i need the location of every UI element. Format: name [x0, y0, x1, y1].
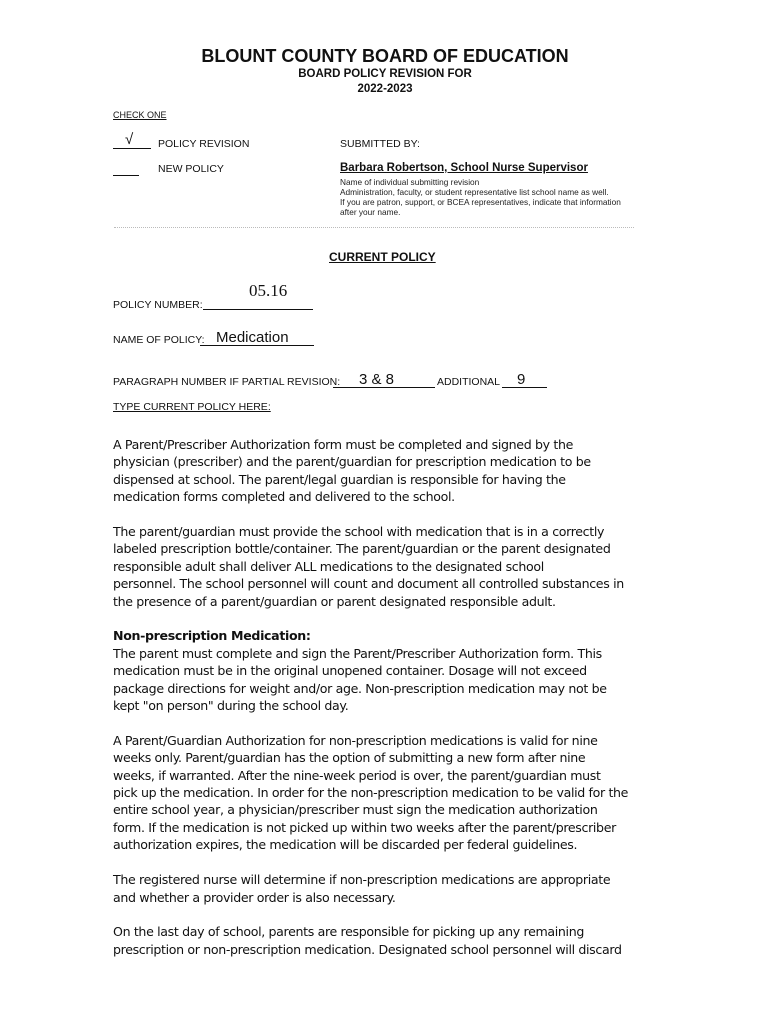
policy-paragraph	[113, 923, 663, 958]
policy-paragraph	[113, 523, 663, 610]
new-policy-label: NEW POLICY	[158, 163, 224, 175]
new-policy-checkbox[interactable]	[113, 162, 139, 176]
additional-field[interactable]	[502, 371, 547, 388]
policy-number-value[interactable]: 05.16	[249, 281, 288, 300]
text-line: the presence of a parent/guardian or parent designated responsible adult.	[113, 593, 556, 609]
text-line: form. If the medication is not picked up within two weeks after the parent/prescriber	[113, 819, 616, 835]
paragraph-number-label: PARAGRAPH NUMBER IF PARTIAL REVISION:	[113, 376, 341, 388]
policy-name-value: Medication	[216, 329, 289, 346]
text-line: entire school year, a physician/prescriber must sign the medication authorization	[113, 802, 598, 818]
section-heading: Non-prescription Medication:	[113, 628, 311, 644]
text-line: medication must be in the original unopened container. Dosage will not exceed	[113, 663, 587, 679]
text-line: package directions for weight and/or age. Non-prescription medication may not be	[113, 680, 607, 696]
instruction-line: If you are patron, support, or BCEA representatives, indicate that information	[340, 197, 621, 207]
submitter-name: Barbara Robertson, School Nurse Supervisor	[340, 162, 588, 174]
text-line: kept "on person" during the school day.	[113, 698, 349, 714]
instruction-line: Administration, faculty, or student representative list school name as well.	[340, 187, 609, 197]
document-subtitle: BOARD POLICY REVISION FOR	[298, 68, 472, 80]
text-line: physician (prescriber) and the parent/guardian for prescription medication to be	[113, 454, 591, 470]
paragraph-number-value: 3 & 8	[359, 371, 395, 388]
additional-value: 9	[517, 371, 526, 388]
text-line: personnel. The school personnel will count and document all controlled substances in	[113, 576, 624, 592]
policy-paragraph	[113, 436, 663, 506]
policy-revision-label: POLICY REVISION	[158, 138, 250, 150]
submitted-by-label: SUBMITTED BY:	[340, 138, 420, 150]
policy-name-label: NAME OF POLICY:	[113, 334, 205, 346]
section-divider	[114, 227, 634, 228]
current-policy-heading: CURRENT POLICY	[329, 250, 436, 264]
text-line: On the last day of school, parents are responsible for picking up any remaining	[113, 924, 584, 940]
text-line: The parent/guardian must provide the school with medication that is in a correctly	[113, 524, 605, 540]
text-line: prescription or non-prescription medication. Designated school personnel will discard	[113, 941, 622, 957]
policy-paragraph	[113, 871, 663, 906]
text-line: A Parent/Prescriber Authorization form must be completed and signed by the	[113, 437, 574, 452]
text-line: authorization expires, the medication will be discarded per federal guidelines.	[113, 837, 578, 853]
type-current-policy-label: TYPE CURRENT POLICY HERE:	[113, 401, 271, 413]
additional-label: ADDITIONAL	[437, 376, 501, 388]
text-line: weeks, if warranted. After the nine-week period is over, the parent/guardian must	[113, 767, 601, 783]
check-one-label: CHECK ONE	[113, 110, 167, 120]
policy-revision-checkbox[interactable]	[113, 131, 151, 149]
text-line: A Parent/Guardian Authorization for non-prescription medications is valid for nine	[113, 732, 598, 748]
policy-paragraph	[113, 732, 663, 854]
policy-name-field[interactable]	[200, 329, 314, 346]
text-line: The parent must complete and sign the Parent/Prescriber Authorization form. This	[113, 645, 602, 661]
check-mark-icon: √	[125, 131, 134, 148]
policy-number-label: POLICY NUMBER:	[113, 299, 203, 311]
submitter-instructions	[340, 177, 621, 217]
text-line: weeks only. Parent/guardian has the option of submitting a new form after nine	[113, 750, 586, 766]
policy-number-line	[203, 309, 313, 310]
policy-body	[113, 436, 663, 976]
paragraph-number-field[interactable]	[333, 371, 435, 388]
document-title: BLOUNT COUNTY BOARD OF EDUCATION	[201, 46, 569, 66]
text-line: medication forms completed and delivered to the school.	[113, 489, 455, 505]
policy-paragraph	[113, 627, 663, 714]
text-line: responsible adult shall deliver ALL medications to the designated school	[113, 558, 544, 574]
text-line: labeled prescription bottle/container. The parent/guardian or the parent designated	[113, 541, 611, 557]
instruction-line: Name of individual submitting revision	[340, 177, 480, 187]
document-year: 2022-2023	[357, 83, 413, 95]
text-line: The registered nurse will determine if non-prescription medications are appropriate	[113, 872, 611, 888]
text-line: pick up the medication. In order for the non-prescription medication to be valid for the	[113, 785, 629, 801]
text-line: and whether a provider order is also necessary.	[113, 889, 396, 905]
text-line: dispensed at school. The parent/legal guardian is responsible for having the	[113, 471, 566, 487]
instruction-line: after your name.	[340, 207, 401, 217]
